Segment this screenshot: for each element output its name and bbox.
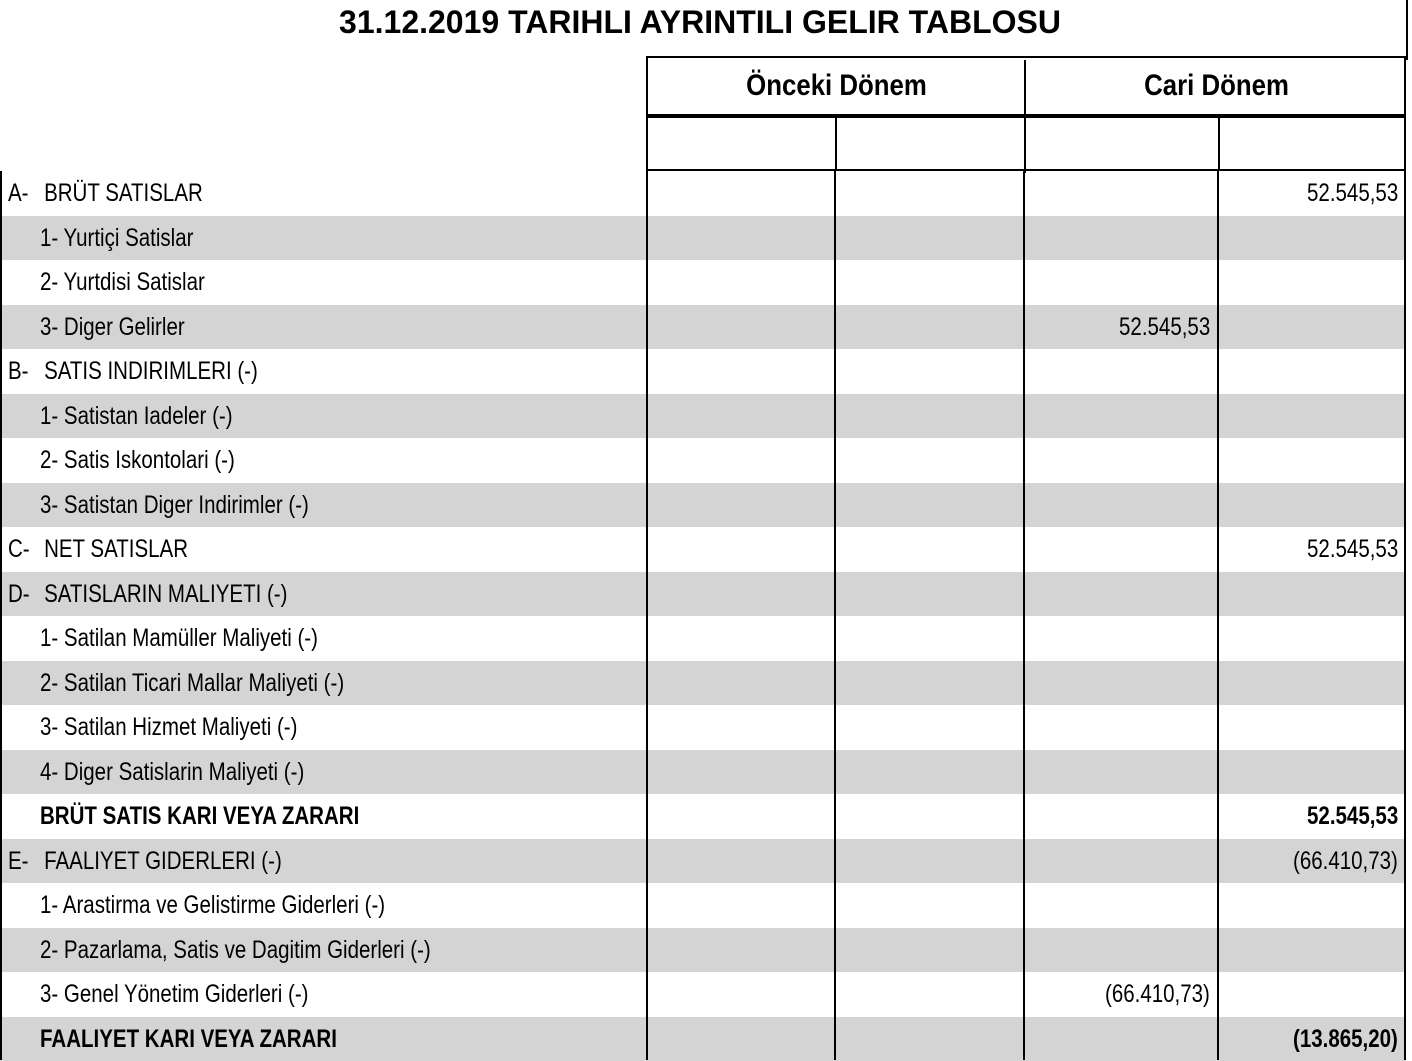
row-label [40, 750, 304, 794]
table-row [0, 972, 1406, 1017]
row-code: A- [8, 171, 44, 215]
row-label-text: FAALIYET GIDERLERI (-) [44, 847, 282, 875]
column-divider [1217, 171, 1219, 1060]
frame-border [1406, 0, 1408, 60]
table-row [0, 661, 1406, 706]
table-row [0, 1017, 1406, 1061]
table-row [0, 171, 1406, 216]
row-label [40, 794, 359, 838]
row-label [40, 705, 297, 749]
row-label [40, 305, 185, 349]
column-divider [834, 171, 836, 1060]
current-period-total-value: (13.865,20) [1293, 1017, 1398, 1061]
column-divider [646, 171, 648, 1060]
table-row [0, 705, 1406, 750]
table-left-border [0, 171, 2, 1060]
row-label [8, 839, 282, 883]
row-label [40, 883, 385, 927]
current-period-detail-value: 52.545,53 [1119, 305, 1210, 349]
income-statement-table [0, 171, 1412, 1061]
previous-period-header: Önceki Dönem [674, 58, 998, 114]
row-label [40, 616, 318, 660]
row-label-text: 4- Diger Satislarin Maliyeti (-) [40, 758, 304, 786]
table-row [0, 616, 1406, 661]
row-label [40, 216, 193, 260]
row-label-text: FAALIYET KARI VEYA ZARARI [40, 1025, 337, 1053]
header-subdivider [1218, 116, 1220, 171]
row-label-text: 3- Satistan Diger Indirimler (-) [40, 491, 309, 519]
current-period-detail-value: (66.410,73) [1105, 972, 1210, 1016]
table-row [0, 883, 1406, 928]
page-title: 31.12.2019 TARIHLI AYRINTILI GELIR TABLOSU [0, 0, 1400, 50]
row-label-text: BRÜT SATIS KARI VEYA ZARARI [40, 802, 359, 830]
row-label-text: 2- Satilan Ticari Mallar Maliyeti (-) [40, 669, 344, 697]
header-rule [648, 114, 1404, 118]
row-label [40, 972, 308, 1016]
table-row [0, 527, 1406, 572]
row-label [8, 527, 188, 571]
table-row [0, 572, 1406, 617]
row-label [40, 661, 344, 705]
row-label [40, 260, 205, 304]
row-label-text: 2- Satis Iskontolari (-) [40, 446, 235, 474]
row-label [40, 394, 233, 438]
table-row [0, 349, 1406, 394]
table-row [0, 394, 1406, 439]
row-label [40, 483, 309, 527]
row-label-text: 3- Genel Yönetim Giderleri (-) [40, 980, 308, 1008]
row-label-text: BRÜT SATISLAR [44, 179, 203, 207]
table-row [0, 260, 1406, 305]
row-label-text: 2- Pazarlama, Satis ve Dagitim Giderleri (-) [40, 936, 431, 964]
row-code: C- [8, 527, 44, 571]
row-code: D- [8, 572, 44, 616]
row-label [8, 171, 203, 215]
row-label [8, 572, 287, 616]
row-code: B- [8, 349, 44, 393]
row-label-text: 3- Satilan Hizmet Maliyeti (-) [40, 713, 297, 741]
table-row [0, 839, 1406, 884]
current-period-total-value: 52.545,53 [1307, 171, 1398, 215]
row-label [40, 438, 235, 482]
row-label-text: 1- Arastirma ve Gelistirme Giderleri (-) [40, 891, 385, 919]
table-row [0, 750, 1406, 795]
current-period-total-value: 52.545,53 [1307, 794, 1398, 838]
header-subdivider [835, 116, 837, 171]
table-row [0, 928, 1406, 973]
row-label-text: NET SATISLAR [44, 535, 188, 563]
table-row [0, 305, 1406, 350]
current-period-total-value: (66.410,73) [1293, 839, 1398, 883]
table-row [0, 483, 1406, 528]
table-row [0, 438, 1406, 483]
row-label-text: 1- Satilan Mamüller Maliyeti (-) [40, 624, 318, 652]
row-label-text: 1- Yurtiçi Satislar [40, 224, 193, 252]
row-label-text: SATISLARIN MALIYETI (-) [44, 580, 287, 608]
column-divider [1404, 171, 1406, 1060]
row-label-text: SATIS INDIRIMLERI (-) [44, 357, 258, 385]
current-period-header: Cari Dönem [1054, 58, 1380, 114]
row-label [40, 1017, 337, 1061]
row-label-text: 3- Diger Gelirler [40, 313, 185, 341]
row-label-text: 1- Satistan Iadeler (-) [40, 402, 233, 430]
table-row [0, 216, 1406, 261]
row-label-text: 2- Yurtdisi Satislar [40, 268, 205, 296]
current-period-total-value: 52.545,53 [1307, 527, 1398, 571]
row-label [8, 349, 258, 393]
table-row [0, 794, 1406, 839]
column-divider [1023, 171, 1025, 1060]
column-header [646, 56, 1406, 171]
row-code: E- [8, 839, 44, 883]
row-label [40, 928, 431, 972]
